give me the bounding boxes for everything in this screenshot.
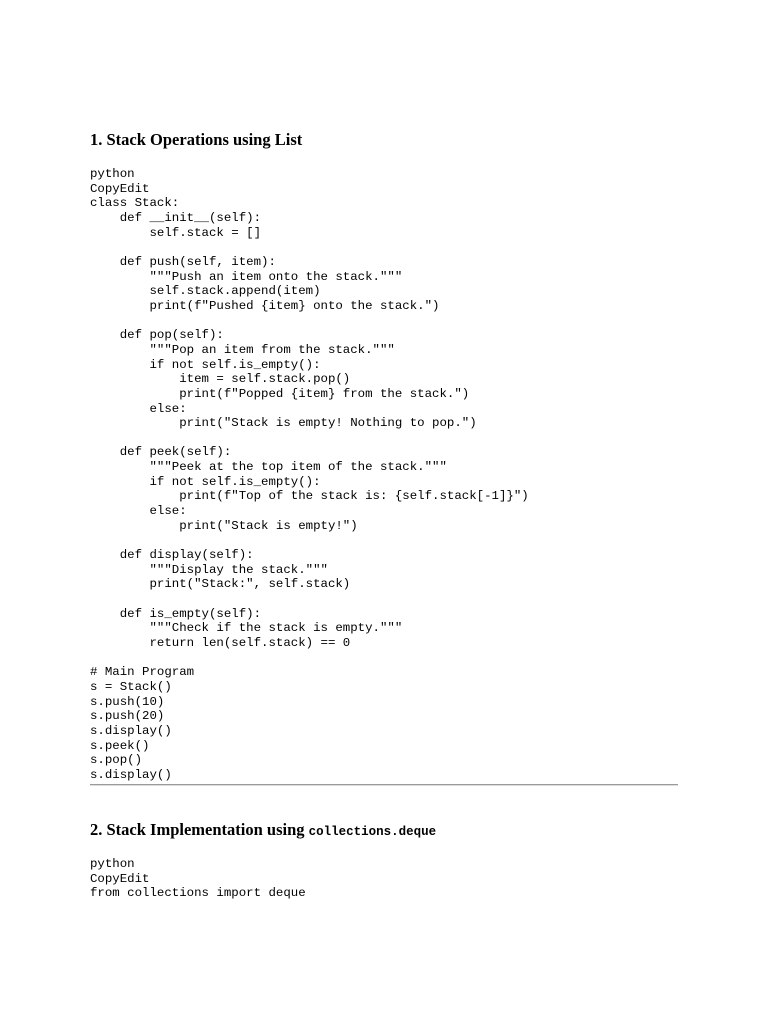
section-1-title: 1. Stack Operations using List bbox=[90, 130, 303, 149]
section-2-title bbox=[90, 820, 436, 842]
section-2-title-code: collections.deque bbox=[308, 825, 437, 839]
section-2-code-block: python CopyEdit from collections import deque bbox=[90, 857, 306, 901]
section-2-title-text: 2. Stack Implementation using bbox=[90, 820, 309, 839]
section-1-code-block: python CopyEdit class Stack: def __init__(self): self.stack = [] def push(self, item): """Push an item onto the stack.""" self.stack.append(item) print(f"Pushed {item} onto the stack.") def pop(self): """Pop an item from the stack.""" if not self.is_empty(): item = self.stack.pop() print(f"Popped {item} from the stack.") else: print("Stack is empty! Nothing to pop.") def peek(self): """Peek at the top item of the stack.""" if not self.is_empty(): print(f"Top of the stack is: {self.stack[-1]}") else: print("Stack is empty!") def display(self): """Display the stack.""" print("Stack:", self.stack) def is_empty(self): """Check if the stack is empty.""" return len(self.stack) == 0 # Main Program s = Stack() s.push(10) s.push(20) s.display() s.peek() s.pop() s.display() bbox=[90, 167, 529, 782]
horizontal-divider bbox=[90, 784, 678, 786]
